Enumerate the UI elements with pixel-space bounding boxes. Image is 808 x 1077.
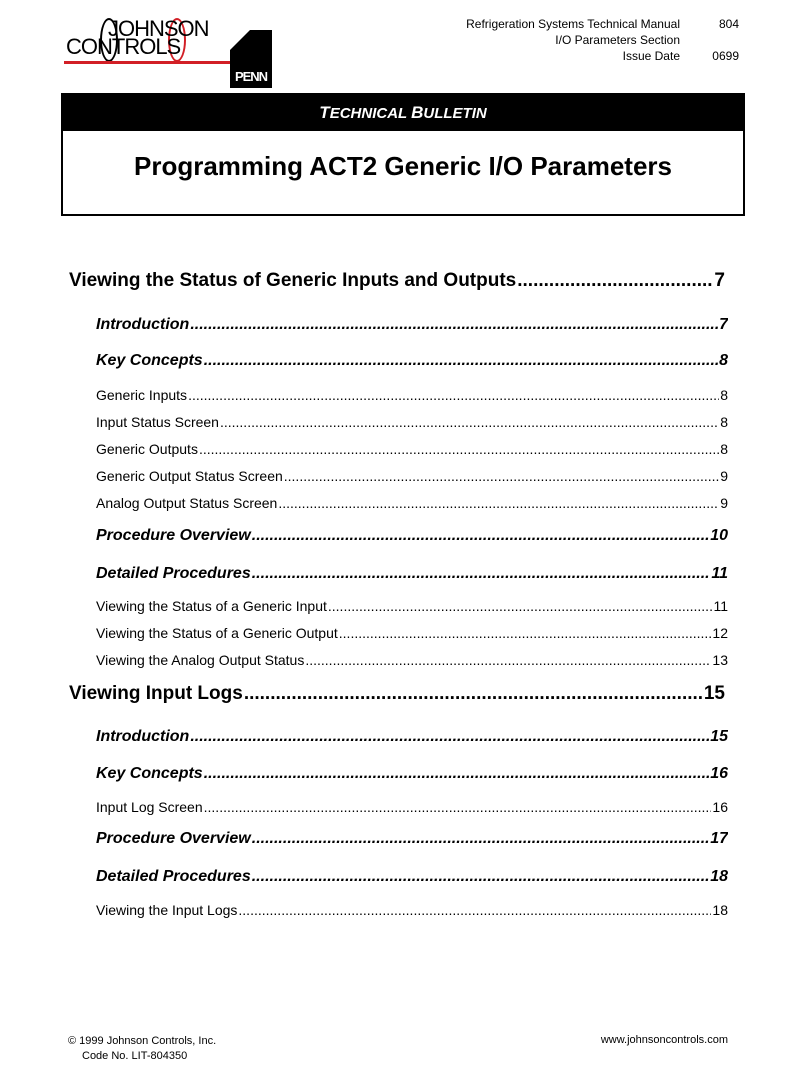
toc-page-number: 17: [710, 830, 728, 847]
header-manual-number: 804: [718, 17, 739, 31]
toc-entry-title: Key Concepts: [96, 352, 203, 369]
toc-entry-title: Generic Inputs: [96, 387, 188, 403]
toc-leader: [204, 799, 712, 815]
toc-leader: [305, 652, 711, 668]
toc-leader: [252, 830, 709, 848]
title-box: [61, 93, 745, 216]
footer-copyright: © 1999 Johnson Controls, Inc.: [68, 1035, 217, 1047]
penn-badge-notch: [230, 30, 250, 50]
toc-leader: [244, 683, 703, 705]
toc-leader: [252, 565, 711, 583]
banner-initial-1: T: [319, 103, 330, 122]
toc-entry-title: Introduction: [96, 316, 190, 333]
company-logo: [64, 14, 274, 84]
toc-page-number: 15: [710, 728, 728, 745]
toc-entry-title: Viewing the Input Logs: [96, 902, 238, 918]
toc-entry-title: Viewing the Status of a Generic Output: [96, 625, 338, 641]
toc-entry-title: Viewing the Status of Generic Inputs and Outputs: [69, 270, 517, 291]
toc-entry-title: Viewing the Analog Output Status: [96, 652, 305, 668]
toc-leader: [220, 414, 719, 430]
toc-leader: [328, 598, 713, 614]
header-issue-label: Issue Date: [622, 49, 680, 63]
toc-leader: [284, 468, 719, 484]
toc-leader: [238, 902, 711, 918]
toc-leader: [190, 728, 709, 746]
toc-page-number: 8: [719, 352, 728, 369]
header-section-value: [680, 32, 742, 48]
toc-entry-title: Analog Output Status Screen: [96, 495, 278, 511]
toc-entry-title: Generic Outputs: [96, 441, 198, 457]
toc-entry[interactable]: [96, 441, 728, 457]
toc-leader: [278, 495, 719, 511]
toc-entry[interactable]: [69, 683, 725, 705]
toc-entry[interactable]: [96, 652, 728, 668]
header-issue-date: 0699: [712, 49, 739, 63]
banner-word-2: ULLETIN: [423, 105, 487, 122]
toc-page-number: 16: [710, 765, 728, 782]
toc-page-number: 15: [703, 683, 725, 704]
toc-page-number: 7: [714, 270, 725, 291]
footer-website-link[interactable]: www.johnsoncontrols.com: [600, 1034, 728, 1046]
toc-page-number: 12: [712, 625, 728, 641]
technical-bulletin-banner: [63, 95, 743, 131]
penn-badge-label: PENN: [234, 69, 268, 84]
toc-page-number: 9: [720, 495, 728, 511]
toc-leader: [339, 625, 712, 641]
logo-line-1: JOHNSON: [108, 16, 209, 41]
toc-entry[interactable]: [96, 495, 728, 511]
toc-leader: [204, 352, 718, 370]
toc-leader: [252, 527, 709, 545]
toc-entry[interactable]: [96, 316, 728, 334]
toc-page-number: 11: [711, 565, 728, 582]
header-manual-label: Refrigeration Systems Technical Manual: [466, 17, 680, 31]
toc-page-number: 8: [720, 414, 728, 430]
toc-page-number: 8: [720, 387, 728, 403]
toc-entry-title: Key Concepts: [96, 765, 203, 782]
document-title: Programming ACT2 Generic I/O Parameters: [133, 151, 672, 181]
toc-entry[interactable]: [96, 598, 728, 614]
toc-leader: [190, 316, 718, 334]
toc-entry-title: Input Log Screen: [96, 799, 203, 815]
toc-entry[interactable]: [96, 902, 728, 918]
toc-page-number: 18: [710, 868, 728, 885]
toc-entry[interactable]: [96, 868, 728, 886]
toc-page-number: 16: [712, 799, 728, 815]
toc-entry-title: Viewing the Status of a Generic Input: [96, 598, 327, 614]
toc-entry[interactable]: [96, 728, 728, 746]
logo-line-2: CONTROLS: [66, 34, 181, 59]
toc-entry-title: Generic Output Status Screen: [96, 468, 283, 484]
toc-entry[interactable]: [96, 565, 728, 583]
toc-entry[interactable]: [96, 468, 728, 484]
toc-leader: [252, 868, 709, 886]
toc-page-number: 13: [712, 652, 728, 668]
toc-entry[interactable]: [96, 799, 728, 815]
toc-leader: [199, 441, 719, 457]
toc-page-number: 10: [710, 527, 728, 544]
toc-page-number: 7: [719, 316, 728, 333]
penn-badge: [230, 30, 272, 88]
header-row: [420, 16, 742, 32]
toc-entry[interactable]: [96, 527, 728, 545]
banner-word-1: ECHNICAL: [329, 105, 407, 122]
toc-entry[interactable]: [96, 414, 728, 430]
header-row: [420, 32, 742, 48]
toc-entry[interactable]: [96, 352, 728, 370]
toc-entry-title: Introduction: [96, 728, 190, 745]
toc-entry-title: Input Status Screen: [96, 414, 219, 430]
toc-entry-title: Detailed Procedures: [96, 868, 251, 885]
toc-leader: [188, 387, 719, 403]
logo-red-rule: [64, 61, 234, 64]
toc-leader: [204, 765, 710, 783]
toc-entry[interactable]: [96, 387, 728, 403]
toc-entry[interactable]: [96, 830, 728, 848]
toc-page-number: 18: [712, 902, 728, 918]
footer-left: [68, 1034, 216, 1064]
toc-leader: [517, 270, 713, 292]
footer-code-number: Code No. LIT-804350: [82, 1050, 188, 1062]
header-section-label: I/O Parameters Section: [555, 33, 680, 47]
toc-entry-title: Viewing Input Logs: [69, 683, 243, 704]
toc-page-number: 9: [720, 468, 728, 484]
header-row: [420, 48, 742, 64]
toc-page-number: 8: [720, 441, 728, 457]
toc-entry-title: Detailed Procedures: [96, 565, 251, 582]
toc-entry-title: Procedure Overview: [96, 830, 251, 847]
toc-entry[interactable]: [69, 270, 725, 292]
toc-entry[interactable]: [96, 625, 728, 641]
toc-entry[interactable]: [96, 765, 728, 783]
toc-page-number: 11: [713, 598, 728, 614]
document-header: [420, 16, 742, 64]
toc-entry-title: Procedure Overview: [96, 527, 251, 544]
banner-initial-2: B: [411, 103, 424, 122]
